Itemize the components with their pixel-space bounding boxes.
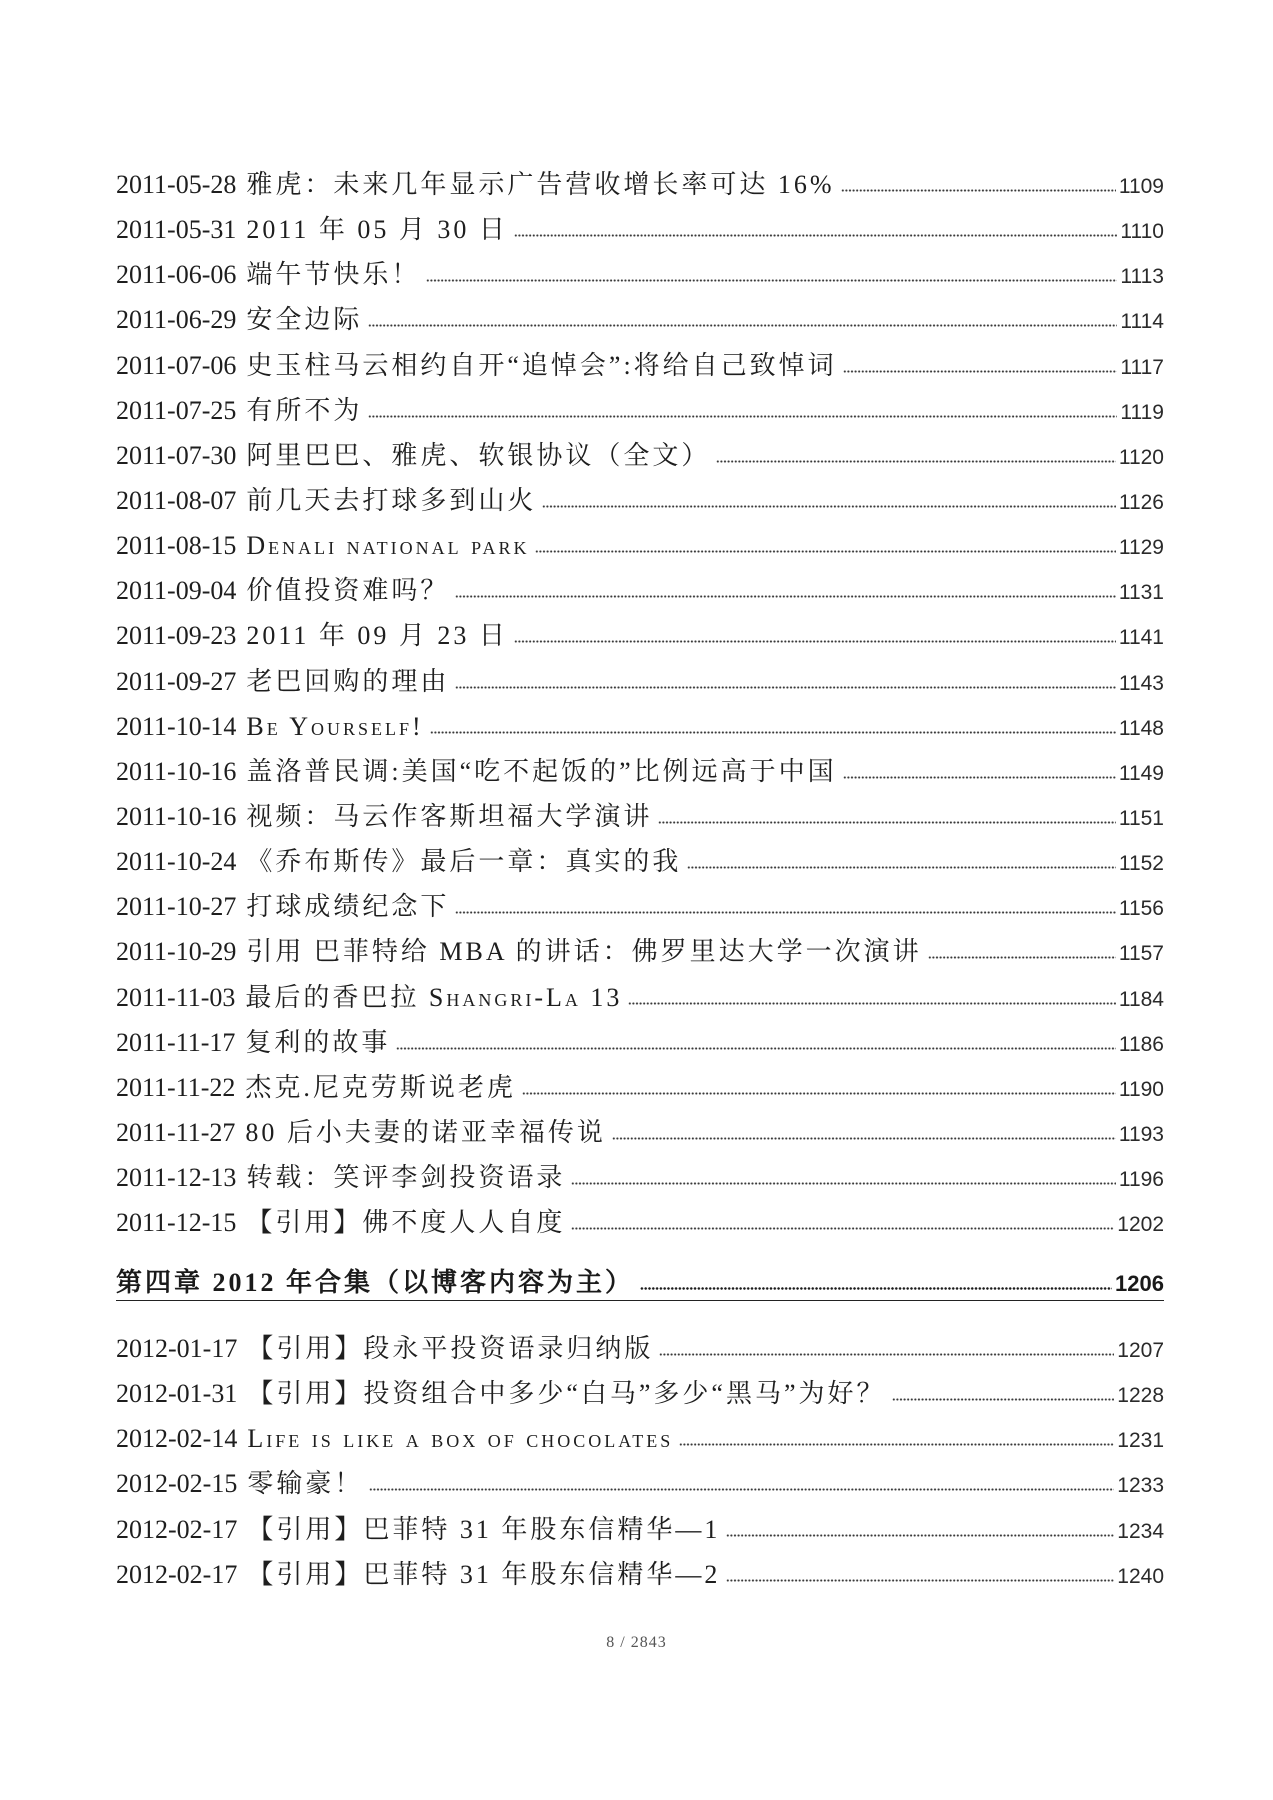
dot-leader: [843, 369, 1118, 374]
entry-page-number: 1156: [1118, 897, 1164, 921]
dot-leader: [535, 549, 1115, 554]
toc-entry[interactable]: [116, 1461, 1164, 1506]
dot-leader: [522, 1091, 1116, 1096]
entry-title: Be Yourself!: [246, 711, 424, 741]
toc-entry[interactable]: [116, 343, 1164, 388]
entry-date: 2011-11-27: [116, 1117, 236, 1147]
entry-date: 2011-10-16: [116, 801, 237, 831]
entry-page-number: 1126: [1118, 490, 1164, 514]
entry-date: 2011-10-16: [116, 756, 237, 786]
entry-date: 2011-10-29: [116, 937, 237, 967]
dot-leader: [455, 685, 1115, 690]
entry-date: 2011-07-30: [116, 440, 237, 470]
dot-leader: [843, 775, 1116, 780]
entry-page-number: 1117: [1120, 355, 1164, 379]
entry-title: 有所不为: [246, 395, 363, 425]
toc-entry[interactable]: [116, 1416, 1164, 1461]
entry-page-number: 1114: [1120, 310, 1164, 334]
entry-date: 2012-02-14: [116, 1424, 238, 1454]
entry-page-number: 1141: [1118, 626, 1164, 650]
entry-title: 打球成绩纪念下: [246, 892, 450, 922]
entry-page-number: 1152: [1118, 852, 1164, 876]
entry-date: 2012-01-17: [116, 1334, 238, 1363]
toc-entry[interactable]: [116, 297, 1164, 342]
entry-page-number: 1233: [1117, 1474, 1164, 1498]
entry-page-number: 1240: [1117, 1564, 1164, 1588]
entry-page-number: 1109: [1118, 175, 1164, 198]
entry-date: 2011-09-23: [116, 621, 237, 651]
dot-leader: [716, 459, 1115, 464]
toc-chapter-heading[interactable]: [116, 1266, 1164, 1301]
entry-date: 2011-11-03: [116, 982, 236, 1012]
toc-entry[interactable]: [116, 1371, 1164, 1416]
entry-page-number: 1234: [1117, 1519, 1164, 1543]
dot-leader: [455, 910, 1115, 915]
dot-leader: [571, 1181, 1115, 1186]
dot-leader: [640, 1286, 1112, 1291]
entry-page-number: 1193: [1118, 1122, 1164, 1146]
entry-title: Denali national park: [246, 531, 530, 561]
entry-title: 安全边际: [246, 305, 363, 335]
entry-date: 2011-11-17: [116, 1027, 236, 1057]
entry-page-number: 1228: [1117, 1384, 1164, 1408]
entry-date: 2011-07-06: [116, 350, 237, 380]
dot-leader: [426, 278, 1117, 283]
entry-title: 老巴回购的理由: [246, 666, 450, 696]
toc-entry[interactable]: [116, 568, 1164, 613]
toc-entry[interactable]: [116, 1155, 1164, 1200]
entry-title: 《乔布斯传》最后一章：真实的我: [246, 847, 682, 877]
dot-leader: [514, 233, 1117, 238]
toc-entry[interactable]: [116, 523, 1164, 568]
dot-leader: [571, 1226, 1114, 1231]
entry-date: 2011-10-27: [116, 892, 237, 922]
dot-leader: [396, 1046, 1115, 1051]
entry-title: 杰克.尼克劳斯说老虎: [245, 1072, 516, 1102]
entry-date: 2011-11-22: [116, 1072, 236, 1102]
entry-title: 【引用】段永平投资语录归纳版: [247, 1334, 654, 1363]
toc-entry[interactable]: [116, 975, 1164, 1020]
entry-page-number: 1231: [1117, 1429, 1164, 1453]
entry-title: 2011 年 09 月 23 日: [246, 621, 508, 651]
entry-date: 2011-08-07: [116, 485, 237, 515]
entry-title: 阿里巴巴、雅虎、软银协议（全文）: [246, 440, 711, 470]
entry-page-number: 1148: [1118, 716, 1164, 740]
entry-page-number: 1202: [1117, 1213, 1164, 1237]
entry-date: 2011-10-24: [116, 847, 237, 877]
entry-title: 端午节快乐！: [246, 260, 421, 290]
entry-date: 2011-12-13: [116, 1163, 237, 1193]
toc-entry[interactable]: [116, 659, 1164, 704]
dot-leader: [514, 639, 1116, 644]
entry-title: Life is like a box of chocolates: [247, 1424, 674, 1454]
entry-title: 零输豪！: [247, 1469, 364, 1499]
page-indicator: 8 / 2843: [606, 1634, 667, 1651]
entry-title: 最后的香巴拉 Shangri-La 13: [245, 982, 623, 1012]
entry-page-number: 1207: [1117, 1339, 1164, 1362]
toc-entry[interactable]: [116, 794, 1164, 839]
dot-leader: [542, 504, 1115, 509]
toc-entry[interactable]: [116, 884, 1164, 929]
entry-title: 盖洛普民调:美国“吃不起饭的”比例远高于中国: [246, 756, 837, 786]
entry-title: 价值投资难吗？: [246, 576, 450, 606]
toc-entry[interactable]: [116, 1326, 1164, 1371]
dot-leader: [726, 1578, 1114, 1583]
dot-leader: [368, 323, 1117, 328]
entry-date: 2011-08-15: [116, 531, 237, 561]
entry-date: 2011-06-06: [116, 260, 237, 290]
entry-date: 2011-05-28: [116, 170, 237, 199]
toc-entry[interactable]: [116, 478, 1164, 523]
entry-date: 2011-10-14: [116, 711, 237, 741]
entry-title: 引用 巴菲特给 MBA 的讲话：佛罗里达大学一次演讲: [246, 937, 922, 967]
toc-entry[interactable]: [116, 207, 1164, 252]
entry-page-number: 1184: [1118, 987, 1164, 1011]
dot-leader: [455, 594, 1115, 599]
toc-entry[interactable]: [116, 704, 1164, 749]
toc-entry[interactable]: [116, 162, 1164, 207]
entry-page-number: 1149: [1118, 761, 1164, 785]
entry-title: 80 后小夫妻的诺亚幸福传说: [245, 1117, 606, 1147]
entry-page-number: 1143: [1118, 671, 1164, 695]
entry-title: 【引用】巴菲特 31 年股东信精华—2: [247, 1559, 721, 1589]
entry-date: 2011-05-31: [116, 215, 237, 245]
entry-page-number: 1186: [1118, 1032, 1164, 1056]
dot-leader: [612, 1136, 1116, 1141]
dot-leader: [892, 1397, 1115, 1402]
toc-list: [116, 162, 1164, 1245]
entry-date: 2011-06-29: [116, 305, 237, 335]
entry-title: 史玉柱马云相约自开“追悼会”:将给自己致悼词: [246, 350, 837, 380]
entry-title: 复利的故事: [245, 1027, 391, 1057]
entry-date: 2011-09-27: [116, 666, 237, 696]
toc-entry[interactable]: [116, 1110, 1164, 1155]
dot-leader: [369, 1487, 1114, 1492]
entry-title: 视频：马云作客斯坦福大学演讲: [246, 801, 653, 831]
dot-leader: [687, 865, 1115, 870]
toc-entry[interactable]: [116, 252, 1164, 297]
dot-leader: [679, 1442, 1114, 1447]
toc-entry[interactable]: [116, 433, 1164, 478]
dot-leader: [928, 955, 1116, 960]
entry-date: 2012-02-17: [116, 1559, 238, 1589]
entry-title: 【引用】投资组合中多少“白马”多少“黑马”为好？: [247, 1379, 886, 1409]
entry-page-number: 1190: [1118, 1077, 1164, 1101]
entry-date: 2012-02-17: [116, 1514, 238, 1544]
entry-title: 【引用】佛不度人人自度: [246, 1208, 566, 1238]
entry-date: 2011-07-25: [116, 395, 237, 425]
entry-page-number: 1113: [1120, 265, 1164, 289]
entry-date: 2011-12-15: [116, 1208, 237, 1238]
entry-title: 前几天去打球多到山火: [246, 485, 537, 515]
dot-leader: [659, 1352, 1114, 1357]
dot-leader: [628, 1001, 1115, 1006]
entry-date: 2012-01-31: [116, 1379, 238, 1409]
toc-entry[interactable]: [116, 749, 1164, 794]
toc-entry[interactable]: [116, 613, 1164, 658]
entry-title: 2011 年 05 月 30 日: [246, 215, 508, 245]
entry-page-number: 1151: [1118, 806, 1164, 830]
toc-entry[interactable]: [116, 1065, 1164, 1110]
chapter-title: 第四章 2012 年合集（以博客内容为主）: [116, 1268, 635, 1297]
toc-entry[interactable]: [116, 1200, 1164, 1245]
entry-date: 2011-09-04: [116, 576, 237, 606]
toc-entry[interactable]: [116, 929, 1164, 974]
entry-page-number: 1120: [1118, 445, 1164, 469]
entry-page-number: 1129: [1118, 536, 1164, 560]
toc-entry[interactable]: [116, 388, 1164, 433]
dot-leader: [658, 820, 1115, 825]
entry-date: 2012-02-15: [116, 1469, 238, 1499]
dot-leader: [726, 1533, 1114, 1538]
dot-leader: [841, 188, 1116, 193]
entry-page-number: 1110: [1120, 220, 1164, 244]
toc-chapter-list: [116, 1326, 1164, 1597]
entry-title: 雅虎：未来几年显示广告营收增长率可达 16%: [246, 170, 835, 199]
dot-leader: [368, 414, 1117, 419]
entry-page-number: 1196: [1118, 1168, 1164, 1192]
entry-page-number: 1131: [1118, 581, 1164, 605]
entry-page-number: 1157: [1118, 942, 1164, 966]
toc-entry[interactable]: [116, 1552, 1164, 1597]
entry-title: 转载：笑评李剑投资语录: [246, 1163, 566, 1193]
toc-entry[interactable]: [116, 1020, 1164, 1065]
chapter-page-number: 1206: [1115, 1271, 1164, 1296]
toc-entry[interactable]: [116, 1507, 1164, 1552]
entry-title: 【引用】巴菲特 31 年股东信精华—1: [247, 1514, 721, 1544]
dot-leader: [430, 730, 1116, 735]
toc-entry[interactable]: [116, 839, 1164, 884]
entry-page-number: 1119: [1120, 400, 1164, 424]
